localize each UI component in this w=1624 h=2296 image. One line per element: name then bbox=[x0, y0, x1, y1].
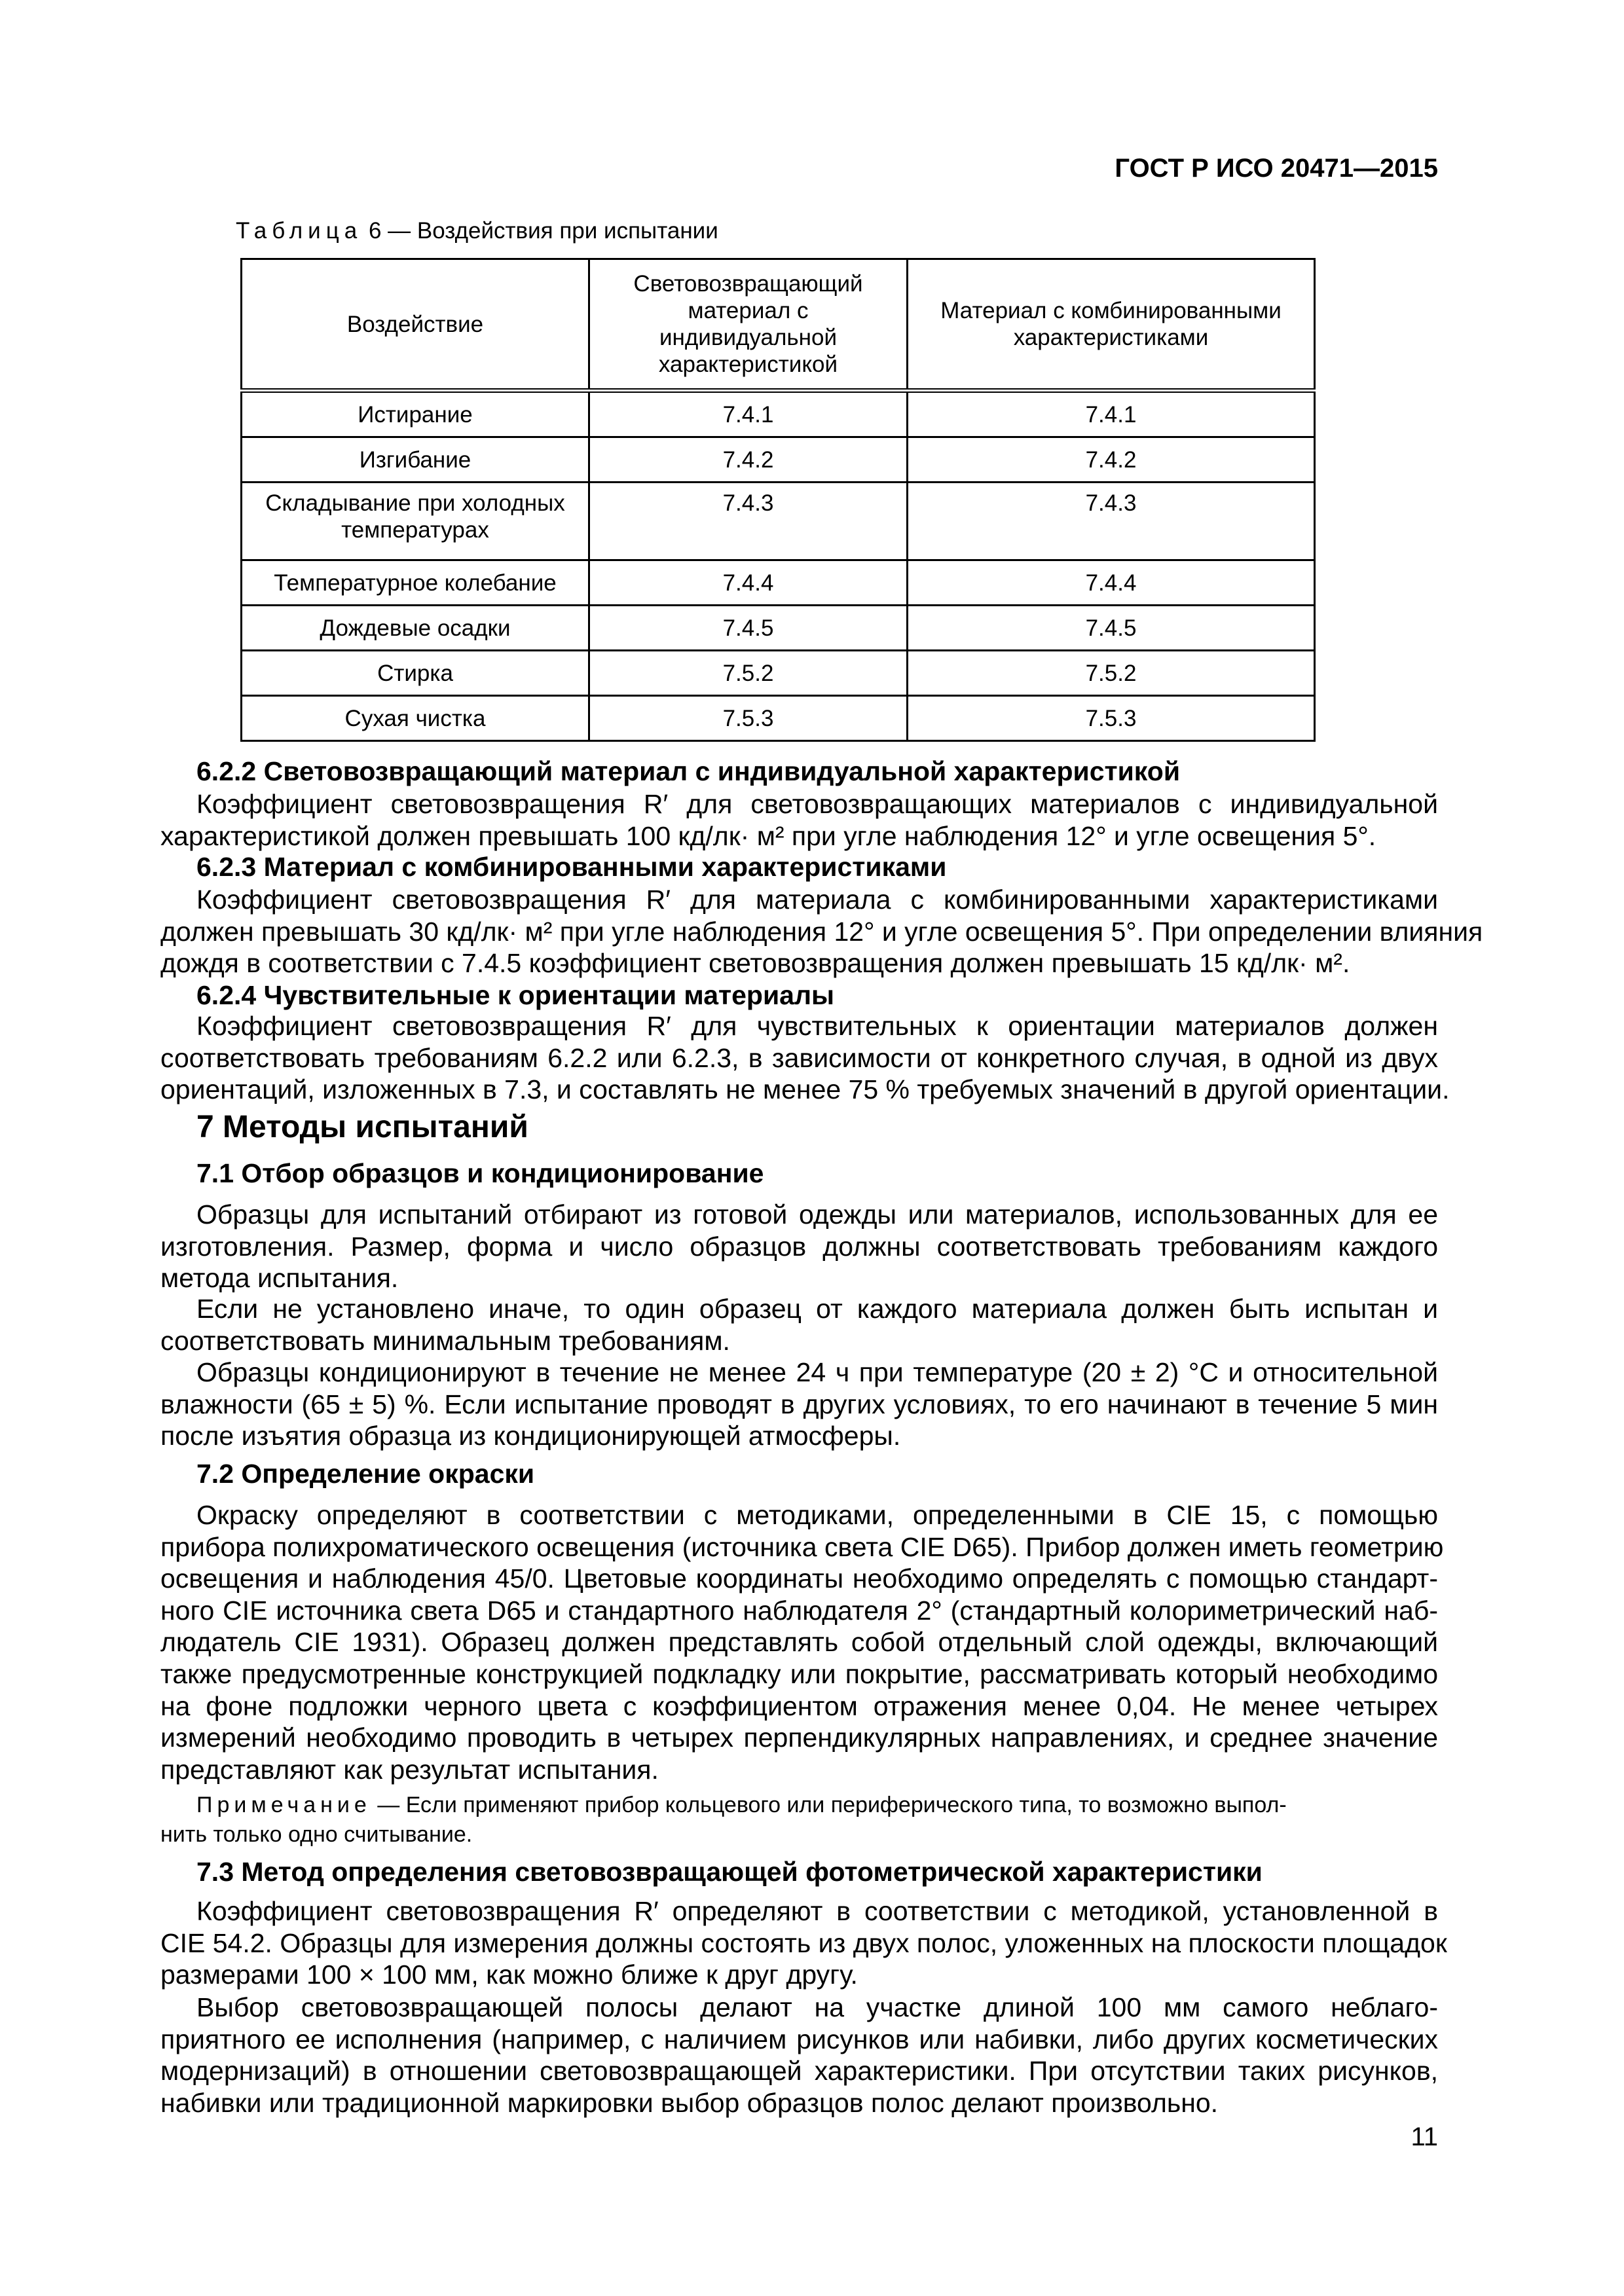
text-line: соответствовать требованиям 6.2.2 или 6.2.3, в зависимости от конкретного случая, в одной из двух bbox=[160, 1042, 1438, 1073]
table-cell: Изгибание bbox=[242, 437, 589, 483]
paragraph bbox=[160, 788, 1438, 852]
text-line: нить только одно считывание. bbox=[160, 1822, 473, 1847]
table-cell: 7.4.5 bbox=[908, 606, 1315, 651]
table-cell: 7.4.2 bbox=[908, 437, 1315, 483]
paragraph bbox=[160, 1293, 1438, 1357]
subsection-heading: 6.2.4 Чувствительные к ориентации материалы bbox=[196, 980, 835, 1010]
table-cell: Температурное колебание bbox=[242, 560, 589, 606]
paragraph bbox=[160, 1895, 1447, 1991]
table-cell: 7.4.1 bbox=[589, 391, 908, 437]
table-caption bbox=[236, 218, 718, 244]
table-cell: 7.4.1 bbox=[908, 391, 1315, 437]
text-line: Коэффициент световозвращения R′ для световозвращающих материалов с индивидуальной bbox=[196, 789, 1438, 819]
text-line: влажности (65 ± 5) %. Если испытание проводят в других условиях, то его начинают в течение 5 мин bbox=[160, 1389, 1438, 1419]
paragraph bbox=[160, 1199, 1438, 1294]
tests-table bbox=[240, 258, 1316, 742]
table-cell: 7.5.2 bbox=[908, 651, 1315, 696]
table-cell: 7.5.3 bbox=[908, 696, 1315, 741]
text-line: модернизаций) в отношении световозвращающей характеристики. При отсутствии таких рисунков, bbox=[160, 2056, 1438, 2086]
text-line: ориентаций, изложенных в 7.3, и составлять не менее 75 % требуемых значений в другой ориентации. bbox=[160, 1074, 1450, 1105]
text-line bbox=[160, 1791, 1438, 1820]
table-cell: Стирка bbox=[242, 651, 589, 696]
subsection-heading: 7.1 Отбор образцов и кондиционирование bbox=[196, 1158, 764, 1188]
text-line: прибора полихроматического освещения (источника света CIE D65). Прибор должен иметь геометрию bbox=[160, 1531, 1444, 1562]
paragraph bbox=[160, 1992, 1438, 2119]
text-line: ного CIE источника света D65 и стандартного наблюдателя 2° (стандартный колориметрический наб- bbox=[160, 1595, 1438, 1626]
text-line: соответствовать минимальным требованиям. bbox=[160, 1325, 730, 1356]
text-line: приятного ее исполнения (например, с наличием рисунков или набивки, либо других косметических bbox=[160, 2024, 1438, 2054]
table-row bbox=[242, 651, 1315, 696]
note-text: — Если применяют прибор кольцевого или периферического типа, то возможно выпол- bbox=[371, 1793, 1287, 1817]
paragraph bbox=[160, 1357, 1438, 1452]
text-line: после изъятия образца из кондиционирующей атмосферы. bbox=[160, 1421, 901, 1451]
text-line: Выбор световозвращающей полосы делают на участке длиной 100 мм самого неблаго- bbox=[196, 1992, 1438, 2022]
text-line: Коэффициент световозвращения R′ для чувствительных к ориентации материалов должен bbox=[196, 1011, 1438, 1041]
text-line: набивки или традиционной маркировки выбор образцов полос делают произвольно. bbox=[160, 2087, 1219, 2118]
table-caption-label: Таблица bbox=[236, 218, 363, 244]
subsection-heading: 7.2 Определение окраски bbox=[196, 1459, 535, 1489]
text-line: Коэффициент световозвращения R′ определяют в соответствии с методикой, установленной в bbox=[196, 1896, 1438, 1926]
table-row bbox=[242, 560, 1315, 606]
table-cell: 7.4.4 bbox=[908, 560, 1315, 606]
document-header: ГОСТ Р ИСО 20471—2015 bbox=[1115, 154, 1438, 183]
text-line: изготовления. Размер, форма и число образцов должны соответствовать требованиям каждого bbox=[160, 1231, 1438, 1262]
text-line: Образцы кондиционируют в течение не менее 24 ч при температуре (20 ± 2) °С и относительной bbox=[196, 1357, 1438, 1387]
paragraph bbox=[160, 884, 1483, 979]
section-title: 7 Методы испытаний bbox=[196, 1110, 528, 1144]
paragraph bbox=[160, 1499, 1444, 1785]
text-line: людатель CIE 1931). Образец должен представлять собой отдельный слой одежды, включающий bbox=[160, 1627, 1438, 1658]
subsection-heading: 6.2.3 Материал с комбинированными характеристиками bbox=[196, 852, 947, 882]
text-line: на фоне подложки черного цвета с коэффициентом отражения менее 0,04. Не менее четырех bbox=[160, 1690, 1438, 1721]
text-line: метода испытания. bbox=[160, 1263, 399, 1294]
table-cell: 7.4.5 bbox=[589, 606, 908, 651]
text-line: измерений необходимо проводить в четырех перпендикулярных направлениях, и среднее значение bbox=[160, 1722, 1438, 1753]
table-caption-text: 6 — Воздействия при испытании bbox=[362, 218, 718, 244]
text-line: размерами 100 × 100 мм, как можно ближе к друг другу. bbox=[160, 1959, 858, 1990]
text-line: Если не установлено иначе, то один образец от каждого материала должен быть испытан и bbox=[196, 1294, 1438, 1324]
table-cell: 7.5.3 bbox=[589, 696, 908, 741]
text-line: дождя в соответствии с 7.4.5 коэффициент световозвращения должен превышать 15 кд/лк· м². bbox=[160, 948, 1350, 979]
table-cell: 7.4.3 bbox=[589, 483, 908, 560]
text-line: должен превышать 30 кд/лк· м² при угле наблюдения 12° и угле освещения 5°. При определении влияния bbox=[160, 916, 1483, 947]
page-number: 11 bbox=[1411, 2123, 1438, 2151]
table-cell: Дождевые осадки bbox=[242, 606, 589, 651]
note bbox=[160, 1791, 1438, 1850]
table-cell: 7.5.2 bbox=[589, 651, 908, 696]
table-cell: Складывание при холодных температурах bbox=[242, 483, 589, 560]
subsection-heading: 7.3 Метод определения световозвращающей фотометрической характеристики bbox=[196, 1857, 1263, 1887]
table-cell: 7.4.2 bbox=[589, 437, 908, 483]
table-cell: 7.4.4 bbox=[589, 560, 908, 606]
text-line: Образцы для испытаний отбирают из готовой одежды или материалов, использованных для ее bbox=[196, 1199, 1438, 1230]
subsection-heading: 6.2.2 Световозвращающий материал с индивидуальной характеристикой bbox=[196, 756, 1181, 786]
table-cell: Истирание bbox=[242, 391, 589, 437]
text-line: Коэффициент световозвращения R′ для материала с комбинированными характеристиками bbox=[196, 884, 1438, 915]
table-row bbox=[242, 606, 1315, 651]
note-label: Примечание bbox=[196, 1793, 371, 1817]
column-header: Воздействие bbox=[242, 259, 589, 391]
text-line: характеристикой должен превышать 100 кд/лк· м² при угле наблюдения 12° и угле освещения 5°. bbox=[160, 820, 1376, 851]
text-line: Окраску определяют в соответствии с методиками, определенными в CIE 15, с помощью bbox=[196, 1500, 1438, 1530]
text-line: CIE 54.2. Образцы для измерения должны состоять из двух полос, уложенных на плоскости площадок bbox=[160, 1927, 1447, 1958]
table-row bbox=[242, 437, 1315, 483]
column-header: Материал с комбинированными характеристиками bbox=[908, 259, 1315, 391]
column-header: Световозвращающий материал с индивидуальной характеристикой bbox=[589, 259, 908, 391]
table-row bbox=[242, 391, 1315, 437]
table-row bbox=[242, 696, 1315, 741]
text-line: также предусмотренные конструкцией подкладку или покрытие, рассматривать который необходимо bbox=[160, 1658, 1438, 1689]
text-line: освещения и наблюдения 45/0. Цветовые координаты необходимо определять с помощью стандарт- bbox=[160, 1563, 1438, 1594]
table-cell: 7.4.3 bbox=[908, 483, 1315, 560]
text-line: представляют как результат испытания. bbox=[160, 1754, 659, 1785]
paragraph bbox=[160, 1010, 1450, 1106]
table-row bbox=[242, 483, 1315, 560]
table-cell: Сухая чистка bbox=[242, 696, 589, 741]
